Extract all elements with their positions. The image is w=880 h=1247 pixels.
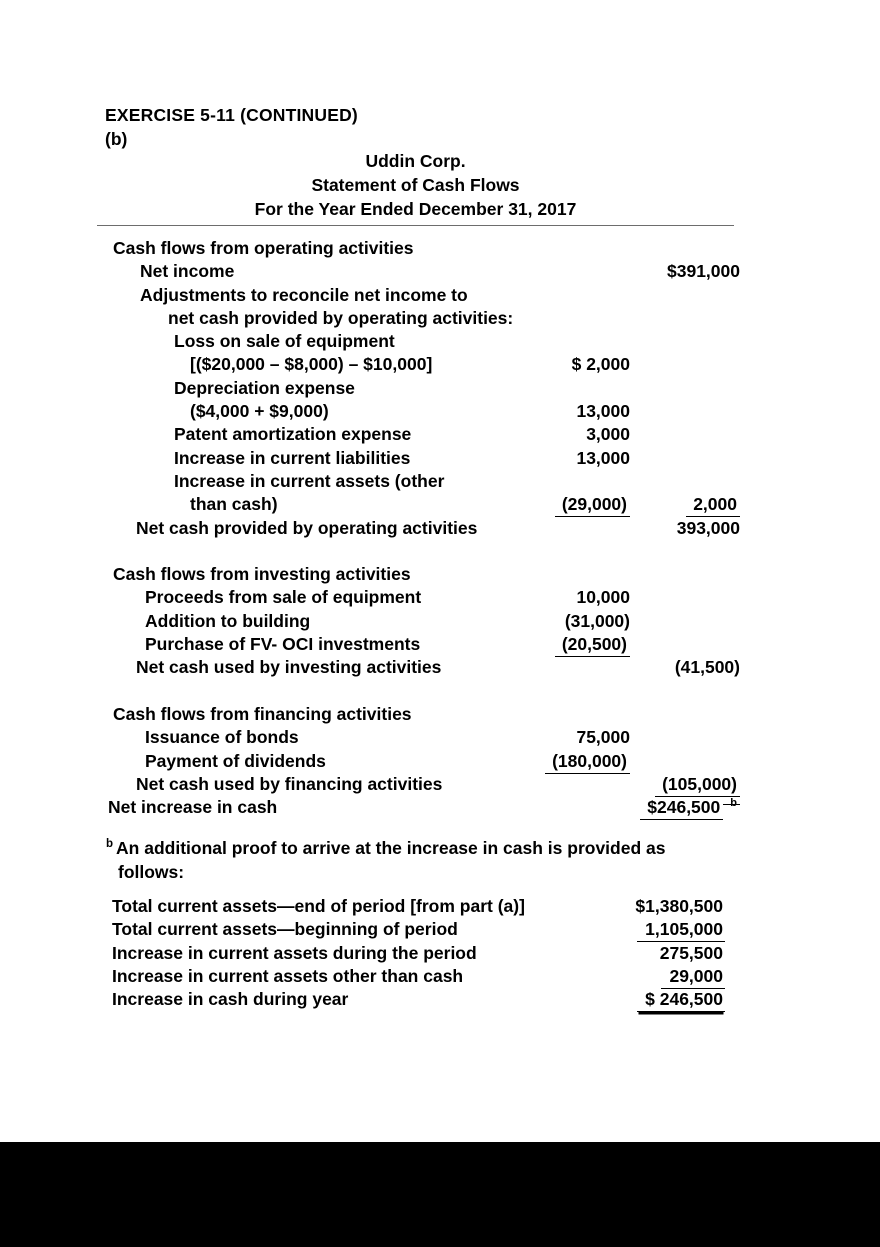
statement-row-label: Increase in current assets (other xyxy=(174,470,445,491)
amount-value: $246,500 xyxy=(640,797,723,820)
proof-row xyxy=(0,943,880,966)
amount-value: (29,000) xyxy=(555,494,630,517)
proof-row xyxy=(0,896,880,919)
statement-amount-col2 xyxy=(560,494,740,517)
statement-row-label: Loss on sale of equipment xyxy=(174,331,395,352)
footnote-line-1 xyxy=(106,838,665,859)
amount-value: (41,500) xyxy=(674,657,740,678)
amount-value: 3,000 xyxy=(586,424,630,445)
statement-row xyxy=(0,704,880,727)
statement-spacer-row xyxy=(0,541,880,564)
bottom-black-bar xyxy=(0,1142,880,1247)
statement-row xyxy=(0,378,880,401)
amount-value: (105,000) xyxy=(655,774,740,797)
statement-row-label: Payment of dividends xyxy=(145,750,326,771)
statement-row xyxy=(0,354,880,377)
statement-row xyxy=(0,518,880,541)
statement-row xyxy=(0,331,880,354)
statement-row-label: Adjustments to reconcile net income to xyxy=(140,284,468,305)
statement-row-label: Net income xyxy=(140,261,235,282)
statement-row xyxy=(0,634,880,657)
proof-row-label: Increase in current assets other than cash xyxy=(112,965,464,986)
proof-row-amount xyxy=(560,966,725,989)
amount-value: $391,000 xyxy=(667,261,740,282)
statement-amount-col2 xyxy=(560,657,740,678)
statement-amount-col1 xyxy=(430,611,630,632)
cash-flow-statement xyxy=(0,238,880,820)
footnote-text-1: An additional proof to arrive at the increase in cash is provided as xyxy=(116,838,666,858)
proof-row-amount xyxy=(560,919,725,942)
amount-value: (180,000) xyxy=(545,751,630,774)
statement-row-label: Depreciation expense xyxy=(174,377,355,398)
statement-row-label: Proceeds from sale of equipment xyxy=(145,587,422,608)
statement-row xyxy=(0,587,880,610)
footnote-line-2: follows: xyxy=(118,862,185,882)
statement-row-label: ($4,000 + $9,000) xyxy=(190,401,329,422)
statement-row-label: Cash flows from financing activities xyxy=(113,703,412,724)
proof-table xyxy=(0,896,880,1012)
statement-row xyxy=(0,611,880,634)
amount-value: 13,000 xyxy=(576,401,630,422)
statement-row xyxy=(0,471,880,494)
proof-row-label: Total current assets—end of period [from part (a)] xyxy=(112,896,525,916)
part-label: (b) xyxy=(105,129,128,149)
proof-row xyxy=(0,919,880,942)
statement-row xyxy=(0,285,880,308)
statement-amount-col1 xyxy=(430,634,630,657)
statement-row xyxy=(0,494,880,517)
statement-amount-col2 xyxy=(560,261,740,282)
amount-value: (31,000) xyxy=(564,610,630,631)
statement-amount-col1 xyxy=(430,751,630,774)
amount-value: $ 246,500 xyxy=(637,989,725,1012)
amount-value: 393,000 xyxy=(676,517,740,538)
statement-row-label: net cash provided by operating activities: xyxy=(168,307,514,328)
amount-value: 29,000 xyxy=(661,966,725,989)
statement-amount-col2 xyxy=(560,518,740,539)
statement-amount-col1 xyxy=(430,448,630,469)
proof-row xyxy=(0,966,880,989)
proof-row-label: Increase in cash during year xyxy=(112,989,349,1010)
proof-row-amount xyxy=(560,989,725,1012)
statement-spacer-row xyxy=(0,681,880,704)
statement-period: For the Year Ended December 31, 2017 xyxy=(254,199,577,219)
amount-value: 13,000 xyxy=(576,447,630,468)
amount-footnote-marker: b xyxy=(723,803,740,805)
statement-row xyxy=(0,308,880,331)
statement-amount-col2 xyxy=(560,774,740,797)
statement-row xyxy=(0,657,880,680)
statement-row-label: Increase in current liabilities xyxy=(174,447,411,468)
title-divider xyxy=(97,225,734,226)
statement-row xyxy=(0,797,880,820)
amount-value: 1,105,000 xyxy=(637,919,725,942)
proof-row-amount xyxy=(560,943,725,965)
statement-amount-col1 xyxy=(430,354,630,375)
statement-row-label: Net cash used by financing activities xyxy=(136,773,443,794)
proof-row xyxy=(0,989,880,1012)
statement-row-label: [($20,000 – $8,000) – $10,000] xyxy=(190,354,433,375)
statement-row xyxy=(0,774,880,797)
statement-title: Statement of Cash Flows xyxy=(311,175,520,195)
statement-amount-col2 xyxy=(560,797,740,820)
statement-row xyxy=(0,448,880,471)
proof-row-label: Increase in current assets during the period xyxy=(112,942,477,963)
statement-row xyxy=(0,401,880,424)
statement-row xyxy=(0,238,880,261)
statement-row-label: Cash flows from investing activities xyxy=(113,564,411,585)
statement-amount-col1 xyxy=(430,587,630,608)
statement-row xyxy=(0,261,880,284)
amount-value: (20,500) xyxy=(555,634,630,657)
statement-amount-col1 xyxy=(430,401,630,422)
amount-value: 275,500 xyxy=(659,942,723,963)
amount-value: 2,000 xyxy=(686,494,740,517)
company-name: Uddin Corp. xyxy=(365,151,466,171)
amount-value: $1,380,500 xyxy=(635,896,723,916)
statement-row xyxy=(0,751,880,774)
statement-row-label: Cash flows from operating activities xyxy=(113,238,414,258)
statement-row-label: Addition to building xyxy=(145,610,311,631)
statement-row-label: Issuance of bonds xyxy=(145,727,299,748)
proof-row-amount xyxy=(560,896,725,918)
statement-row-label: Purchase of FV- OCI investments xyxy=(145,634,421,655)
footnote-marker: b xyxy=(106,838,114,851)
statement-row-label: Net increase in cash xyxy=(108,797,278,818)
amount-value: 10,000 xyxy=(576,587,630,608)
statement-amount-col1 xyxy=(430,727,630,748)
statement-row-label: than cash) xyxy=(190,494,278,515)
statement-row xyxy=(0,424,880,447)
amount-value: 75,000 xyxy=(576,727,630,748)
proof-row-label: Total current assets—beginning of period xyxy=(112,919,458,940)
amount-value: $ 2,000 xyxy=(571,354,630,375)
statement-row-label: Net cash provided by operating activities xyxy=(136,517,478,538)
statement-row-label: Net cash used by investing activities xyxy=(136,657,442,678)
statement-amount-col1 xyxy=(430,424,630,445)
statement-row xyxy=(0,727,880,750)
page-title: EXERCISE 5-11 (CONTINUED) xyxy=(105,105,358,125)
statement-row-label: Patent amortization expense xyxy=(174,424,412,445)
statement-row xyxy=(0,564,880,587)
